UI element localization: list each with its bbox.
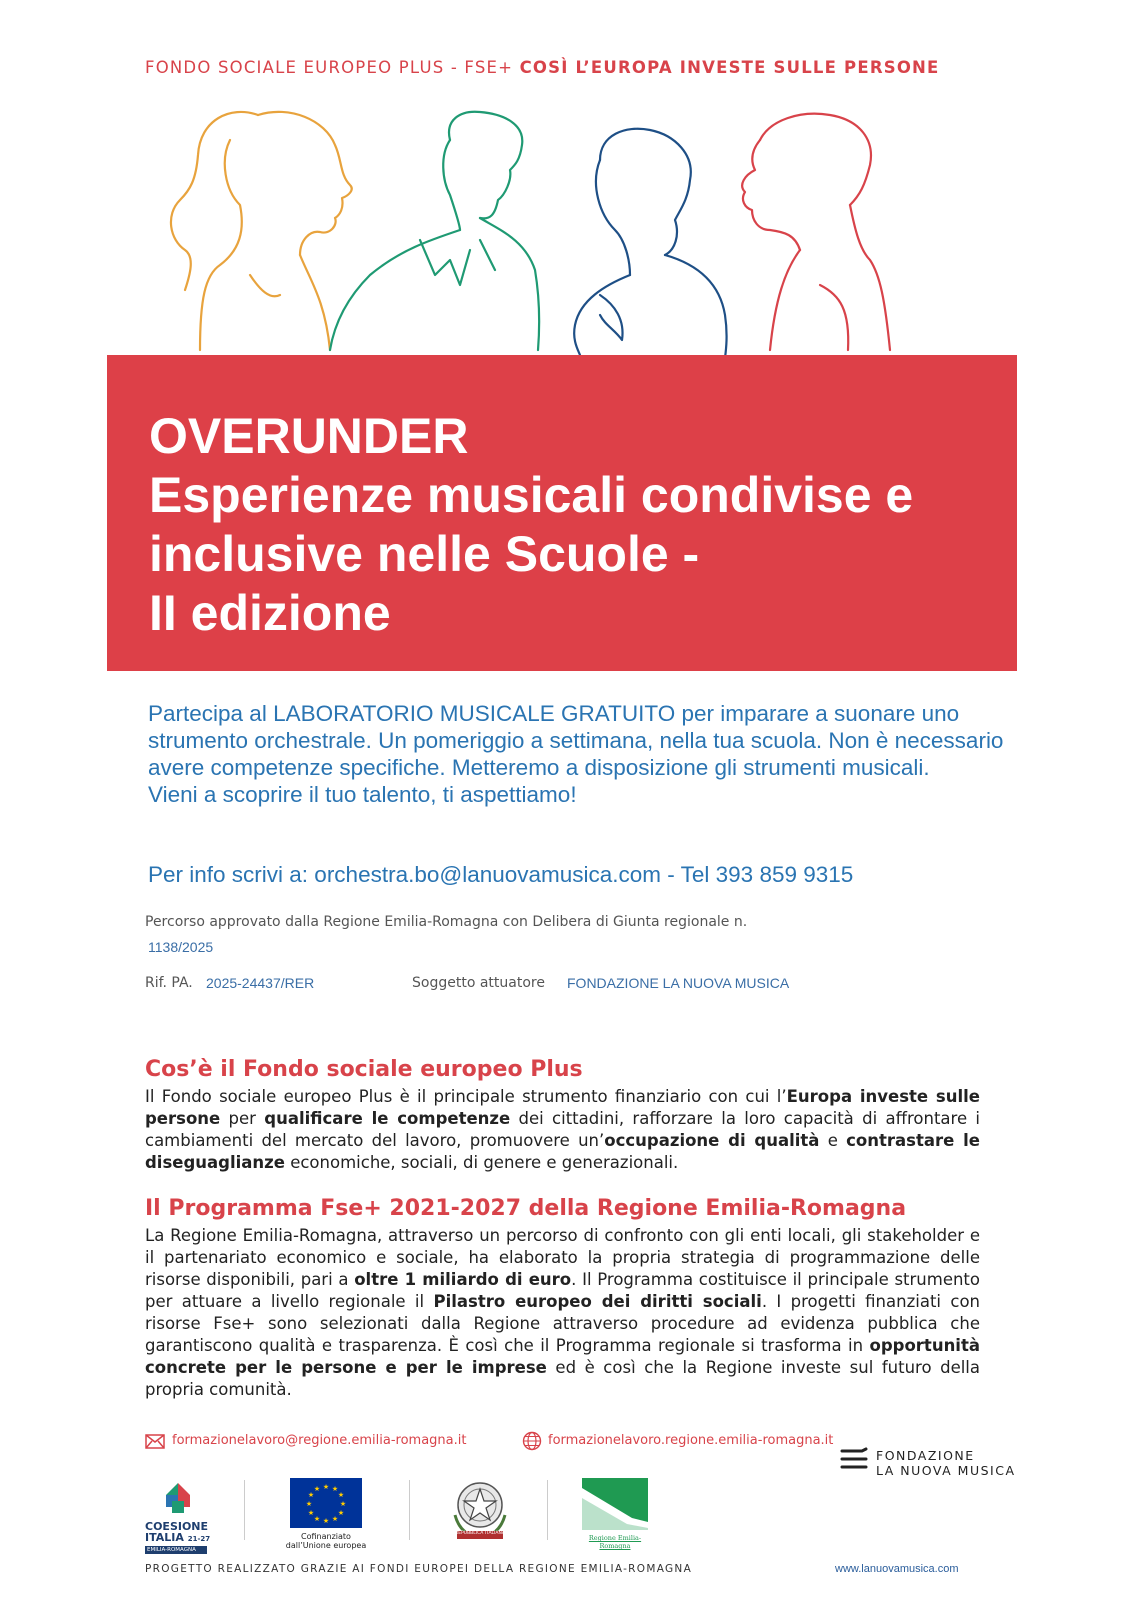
rif-value: 2025-24437/RER — [206, 975, 315, 991]
soggetto-value: FONDAZIONE LA NUOVA MUSICA — [567, 975, 790, 991]
top-banner — [145, 58, 940, 77]
svg-text:★: ★ — [322, 1517, 330, 1525]
delibera-number: 1138/2025 — [148, 939, 214, 955]
regione-emilia-romagna-label: Regione Emilia-Romagna — [588, 1534, 642, 1550]
page-title — [149, 407, 1009, 643]
people-line-illustration — [160, 100, 940, 360]
orange-woman-figure — [171, 112, 352, 350]
svg-text:★: ★ — [322, 1483, 330, 1491]
soggetto-label: Soggetto attuatore — [412, 975, 545, 991]
footer-site-link[interactable]: www.lanuovamusica.com — [835, 1563, 959, 1575]
rif-label: Rif. PA. — [145, 975, 193, 991]
navy-woman-figure — [574, 129, 726, 358]
svg-text:★: ★ — [339, 1500, 347, 1508]
title-line-3: inclusive nelle Scuole - — [149, 526, 700, 582]
intro-paragraph: Partecipa al LABORATORIO MUSICALE GRATUITO per imparare a suonare uno strumento orchestrale. Un pomeriggio a settimana, nella tua scuola. Non è necessario avere competenze specifiche. Metteremo a disposizione gli strumenti musicali. — [148, 701, 1004, 780]
svg-text:★: ★ — [313, 1485, 321, 1493]
banner-bold: COSÌ L’EUROPA INVESTE SULLE PERSONE — [519, 58, 940, 77]
regione-emilia-romagna-logo-icon — [582, 1478, 648, 1530]
red-man-figure — [742, 114, 890, 350]
globe-icon — [522, 1431, 542, 1451]
email-link[interactable]: formazionelavoro@regione.emilia-romagna.it — [172, 1433, 467, 1448]
footer-text: PROGETTO REALIZZATO GRAZIE AI FONDI EUROPEI DELLA REGIONE EMILIA-ROMAGNA — [145, 1563, 693, 1575]
programma-paragraph: La Regione Emilia-Romagna, attraverso un percorso di confronto con gli enti locali, gli stakeholder e il partenariato economico e sociale, ha elaborato la propria strategia di programmazione delle risorse disponibili, pari a oltre 1 miliardo di euro. Il Programma costituisce il principale strumento per attuare a livello regionale il Pilastro europeo dei diritti sociali. I progetti finanziati con risorse Fse+ sono selezionati dalla Regione attraverso procedure ad evidenza pubblica che garantiscono qualità e trasparenza. È così che il Programma regionale si trasforma in opportunità concrete per le persone e per le imprese ed è così che la Regione investe sul futuro della propria comunità. — [145, 1226, 981, 1399]
logo-divider — [409, 1480, 410, 1540]
svg-text:★: ★ — [313, 1515, 321, 1523]
logo-divider — [244, 1480, 245, 1540]
svg-text:★: ★ — [307, 1491, 315, 1499]
logo-divider — [547, 1480, 548, 1540]
fse-heading: Cos’è il Fondo sociale europeo Plus — [145, 1057, 583, 1082]
fnm-logo-icon — [840, 1447, 868, 1473]
programma-heading: Il Programma Fse+ 2021-2027 della Regione Emilia-Romagna — [145, 1196, 907, 1221]
svg-text:★: ★ — [337, 1491, 345, 1499]
title-banner — [107, 355, 1017, 671]
intro-call: Vieni a scoprire il tuo talento, ti aspettiamo! — [148, 782, 577, 807]
website-link[interactable]: formazionelavoro.regione.emilia-romagna.it — [548, 1433, 834, 1448]
coesione-italia-logo: COESIONE ITALIA 21-27 EMILIA-ROMAGNA — [145, 1520, 211, 1553]
eu-caption: Cofinanziato dall’Unione europea — [285, 1532, 367, 1550]
green-man-figure — [330, 112, 539, 350]
svg-text:★: ★ — [305, 1500, 313, 1508]
svg-text:★: ★ — [331, 1485, 339, 1493]
svg-text:★: ★ — [331, 1515, 339, 1523]
svg-text:★: ★ — [337, 1509, 345, 1517]
repubblica-italiana-label: REPUBBLICA ITALIANA — [455, 1531, 505, 1536]
title-line-4: II edizione — [149, 585, 391, 641]
eu-flag-icon — [290, 1478, 362, 1528]
svg-text:★: ★ — [307, 1509, 315, 1517]
contact-info: Per info scrivi a: orchestra.bo@lanuovamusica.com - Tel 393 859 9315 — [148, 862, 854, 887]
intro-text — [148, 700, 1008, 808]
coesione-italia-logo-icon — [158, 1477, 198, 1517]
title-line-1: OVERUNDER — [149, 408, 469, 464]
banner-regular: FONDO SOCIALE EUROPEO PLUS - FSE+ — [145, 58, 520, 77]
title-line-2: Esperienze musicali condivise e — [149, 467, 914, 523]
fnm-logo-text: FONDAZIONE LA NUOVA MUSICA — [876, 1448, 1016, 1478]
mail-icon — [145, 1434, 165, 1449]
approval-text: Percorso approvato dalla Regione Emilia-Romagna con Delibera di Giunta regionale n. — [145, 914, 748, 930]
fse-paragraph: Il Fondo sociale europeo Plus è il principale strumento finanziario con cui l’Europa investe sulle persone per qualificare le competenze dei cittadini, rafforzare la loro capacità di affrontare i cambiamenti del mercato del lavoro, promuovere un’occupazione di qualità e contrastare le diseguaglianze economiche, sociali, di genere e generazionali. — [145, 1087, 980, 1172]
